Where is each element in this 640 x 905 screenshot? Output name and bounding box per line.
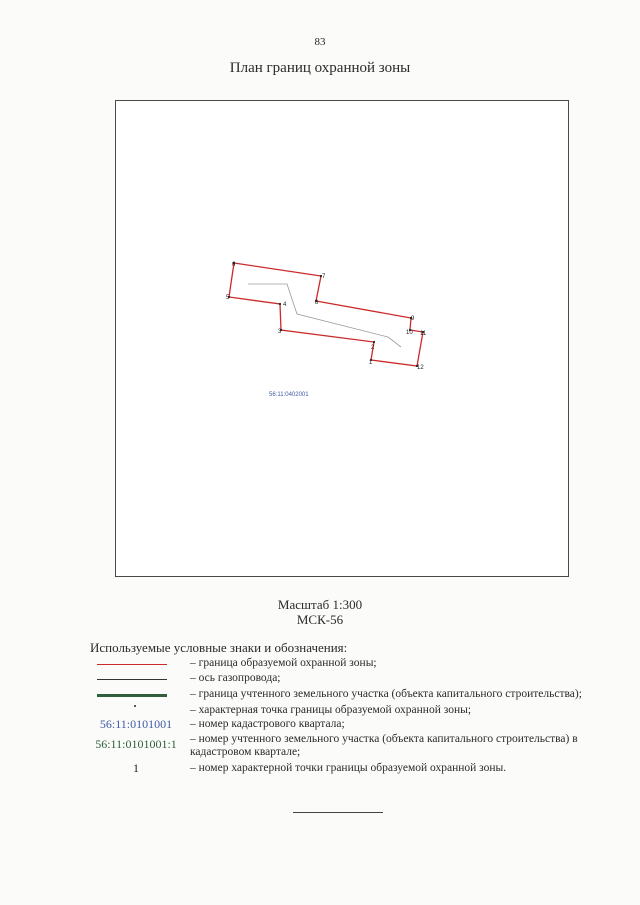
point-label-4: 4 [283,302,287,308]
point-label-12: 12 [417,365,424,371]
point-label-8: 8 [315,300,319,306]
page-title: План границ охранной зоны [229,60,411,76]
cadastral-quarter-label: 56:11:0402001 [269,392,309,398]
legend-code-land-plot: 56:11:0101001:1 [95,737,177,751]
point-label-1: 1 [369,360,373,366]
scale-text: Масштаб 1:300 [277,597,363,612]
legend-text: – номер характерной точки границы образуемой охранной зоны. [190,762,507,774]
coordinate-system: МСК-56 [296,612,344,627]
point-label-6: 6 [232,262,236,268]
protection-zone-boundary [229,263,423,366]
point-label-5: 5 [226,295,230,301]
legend-symbol-red-line [90,657,182,671]
legend-title: Используемые условные знаки и обозначения: [90,640,348,655]
map-frame [115,100,569,577]
point-2 [373,341,375,343]
legend-text: – номер кадастрового квартала; [190,718,345,730]
legend-symbol-dot [90,704,182,718]
scale-block [0,597,640,627]
point-4 [279,303,281,305]
gas-pipeline-axis [248,284,401,347]
page-number: 83 [314,36,326,48]
legend-text: – граница образуемой охранной зоны; [190,657,377,669]
point-label-11: 11 [420,331,427,337]
boundary-map [116,101,568,576]
legend-code-cadastral-quarter: 56:11:0101001 [99,717,173,731]
bottom-divider [293,812,383,813]
point-label-7: 7 [322,274,326,280]
legend-symbol-green-line [90,688,182,702]
legend-text: – граница учтенного земельного участка (объекта капитального строительства); [190,688,582,700]
point-label-2: 2 [371,345,375,351]
legend-text: – номер учтенного земельного участка (объекта капитального строительства) в кадастровом квартале; [190,733,578,758]
legend-text: – характерная точка границы образуемой охранной зоны; [190,704,472,716]
point-label-9: 9 [411,316,415,322]
point-label-10: 10 [406,330,413,336]
point-label-3: 3 [278,329,282,335]
legend-symbol-black-line [90,672,182,686]
legend-code-point-number: 1 [133,761,139,775]
legend-text: – ось газопровода; [190,672,281,684]
